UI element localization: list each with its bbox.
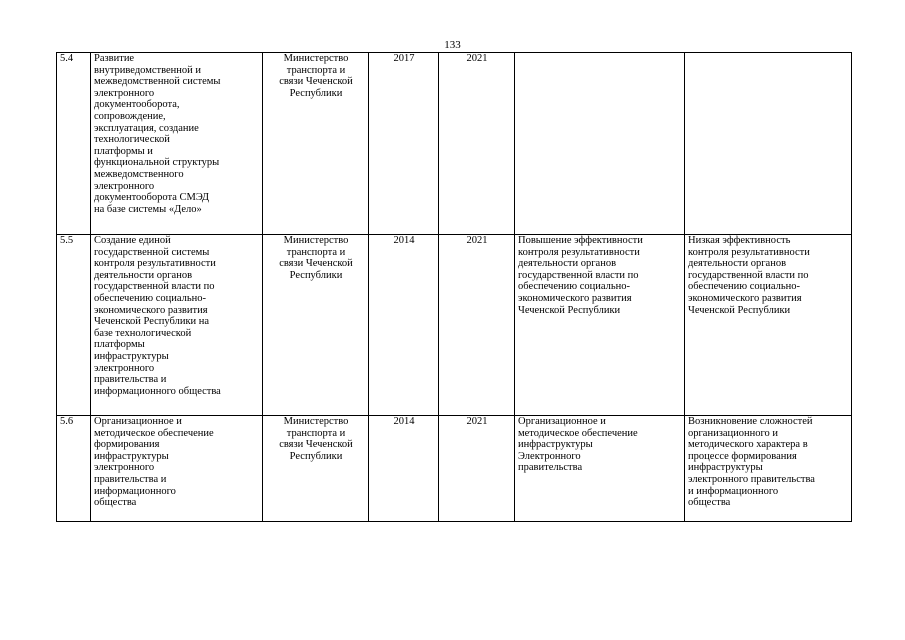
start-year: 2017 <box>369 53 439 235</box>
executor-text: Министерство транспорта и связи Чеченской Республики <box>279 235 353 281</box>
item-number: 5.5 <box>57 235 91 416</box>
program-activities-table <box>56 52 852 522</box>
table-row <box>57 416 852 522</box>
page-number: 133 <box>444 39 461 51</box>
activity-name <box>91 53 263 235</box>
activity-name-text: Развитие внутриведомственной и межведомственной системы электронного документооборота, сопровождение, эксплуатация, создание технологической платформы и функциональной структуры межведомственного электронного документооборота СМЭД на базе системы «Дело» <box>94 53 221 215</box>
activity-name <box>91 235 263 416</box>
expected-result <box>515 53 685 235</box>
end-year: 2021 <box>439 416 515 522</box>
activity-name-text: Создание единой государственной системы контроля результативности деятельности органов государственной власти по обеспечению социально- экономического развития Чеченской Республики на базе технологической платформы инфраструктуры электронного правительства и информационного общества <box>94 235 221 397</box>
executor-text: Министерство транспорта и связи Чеченской Республики <box>279 416 353 462</box>
risk-consequence <box>685 53 852 235</box>
end-year: 2021 <box>439 235 515 416</box>
executor-text: Министерство транспорта и связи Чеченской Республики <box>279 53 353 99</box>
activity-name <box>91 416 263 522</box>
executor <box>263 235 369 416</box>
expected-result-text: Повышение эффективности контроля результативности деятельности органов государственной власти по обеспечению социально- экономического развития Чеченской Республики <box>518 235 643 316</box>
expected-result <box>515 416 685 522</box>
expected-result <box>515 235 685 416</box>
risk-consequence <box>685 235 852 416</box>
executor <box>263 53 369 235</box>
risk-consequence <box>685 416 852 522</box>
table-row <box>57 53 852 235</box>
start-year: 2014 <box>369 235 439 416</box>
activity-name-text: Организационное и методическое обеспечение формирования инфраструктуры электронного правительства и информационного общества <box>94 416 214 509</box>
table-row <box>57 235 852 416</box>
item-number: 5.4 <box>57 53 91 235</box>
risk-consequence-text: Низкая эффективность контроля результативности деятельности органов государственной власти по обеспечению социально- экономического развития Чеченской Республики <box>688 235 810 316</box>
end-year: 2021 <box>439 53 515 235</box>
risk-consequence-text: Возникновение сложностей организационного и методического характера в процессе формирования инфраструктуры электронного правительства и информационного общества <box>688 416 815 509</box>
executor <box>263 416 369 522</box>
expected-result-text: Организационное и методическое обеспечение инфраструктуры Электронного правительства <box>518 416 638 474</box>
start-year: 2014 <box>369 416 439 522</box>
item-number: 5.6 <box>57 416 91 522</box>
